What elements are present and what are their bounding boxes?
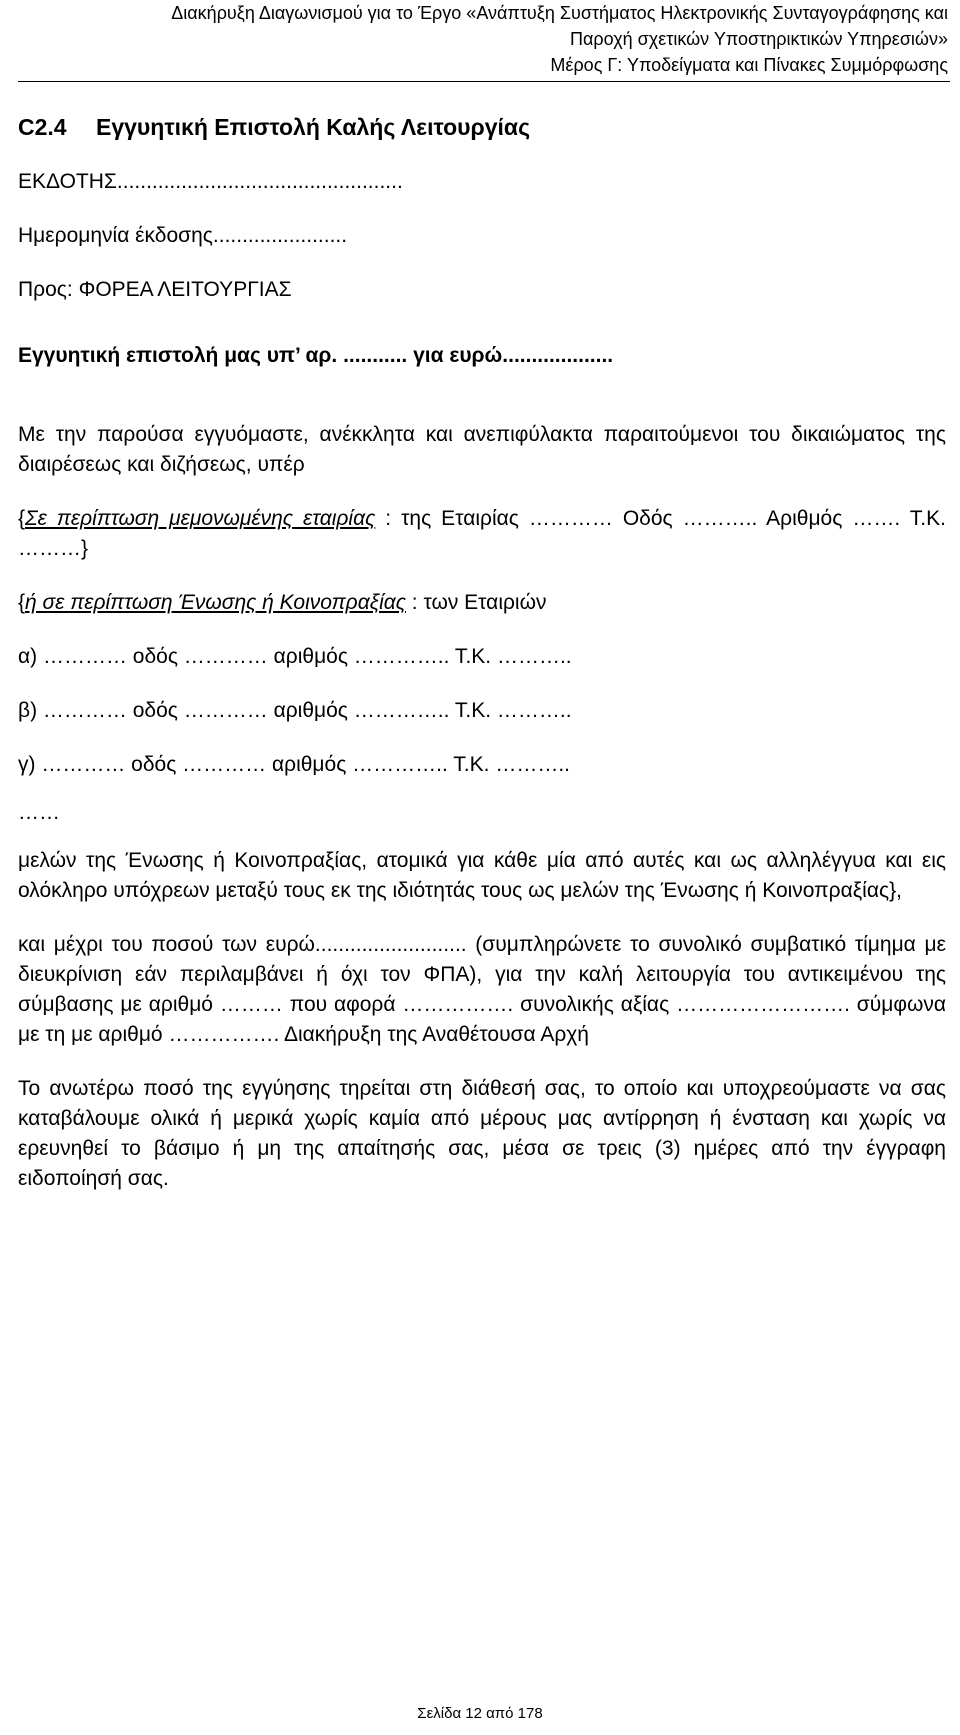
joint-venture-case: ή σε περίπτωση Ένωσης ή Κοινοπραξίας xyxy=(25,591,406,614)
section-heading xyxy=(18,112,946,142)
members-paragraph: μελών της Ένωσης ή Κοινοπραξίας, ατομικά για κάθε μία από αυτές και ως αλληλέγγυα και εις ολόκληρο υπόχρεων μεταξύ τους εκ της ιδιότητάς τους ως μελών της Ένωσης ή Κοινοπραξίας}, xyxy=(18,849,946,902)
single-company-clause xyxy=(18,504,946,564)
joint-venture-details: : των Εταιριών xyxy=(411,591,547,614)
more-members-ellipsis: …… xyxy=(18,801,60,824)
issue-date-field: Ημερομηνία έκδοσης....................... xyxy=(18,224,348,247)
member-b-line: β) ………… οδός ………… αριθμός ………….. Τ.Κ. ……….. xyxy=(18,699,572,722)
amount-paragraph: και μέχρι του ποσού των ευρώ.......................... (συμπληρώνετε το συνολικό συμβατικό τίμημα με διευκρίνιση εάν περιλαμβάνει ή όχι τον ΦΠΑ), για την καλή λειτουργία του αντικειμένου της σύμβασης με αριθμό ……… που αφορά ……………. συνολικής αξίας ……………………. σύμφωνα με τη με αριθμό ……………. Διακήρυξη της Αναθέτουσα Αρχή xyxy=(18,933,946,1046)
single-company-details: : της Εταιρίας ………… Οδός ……….. Αριθμός ……. Τ.Κ. ………} xyxy=(18,507,946,560)
page-header xyxy=(48,0,948,78)
member-c-line: γ) ………… οδός ………… αριθμός ………….. Τ.Κ. ……….. xyxy=(18,753,570,776)
closing-paragraph: Το ανωτέρω ποσό της εγγύησης τηρείται στη διάθεσή σας, το οποίο και υποχρεούμαστε να σας καταβάλουμε ολικά ή μερικά χωρίς καμία από μέρους μας αντίρρηση ή ένσταση και χωρίς να ερευνηθεί το βάσιμο ή μη της απαίτησής σας, μέσα σε τρεις (3) ημέρες από την έγγραφη ειδοποίησή σας. xyxy=(18,1077,946,1190)
header-divider xyxy=(18,81,950,82)
page-number: Σελίδα 12 από 178 xyxy=(417,1705,543,1722)
section-title: Εγγυητική Επιστολή Καλής Λειτουργίας xyxy=(96,114,531,140)
joint-venture-clause xyxy=(18,588,946,618)
recipient-field: Προς: ΦΟΡΕΑ ΛΕΙΤΟΥΡΓΙΑΣ xyxy=(18,278,292,301)
single-open-brace: { xyxy=(18,507,26,530)
section-number: C2.4 xyxy=(18,114,67,140)
intro-paragraph: Με την παρούσα εγγυόμαστε, ανέκκλητα και ανεπιφύλακτα παραιτούμενοι του δικαιώματος της διαιρέσεως και διζήσεως, υπέρ xyxy=(18,423,946,476)
joint-open-brace: { xyxy=(18,591,26,614)
header-line-2: Παροχή σχετικών Υποστηρικτικών Υπηρεσιών» xyxy=(570,29,948,49)
single-company-case: Σε περίπτωση μεμονωμένης εταιρίας xyxy=(25,507,376,530)
issuer-field: ΕΚΔΟΤΗΣ................................................. xyxy=(18,170,403,193)
document-body xyxy=(18,112,946,1218)
member-a-line: α) ………… οδός ………… αριθμός ………….. Τ.Κ. ……….. xyxy=(18,645,572,668)
header-line-1: Διακήρυξη Διαγωνισμού για το Έργο «Ανάπτυξη Συστήματος Ηλεκτρονικής Συνταγογράφησης και xyxy=(171,3,948,23)
guarantee-reference: Εγγυητική επιστολή μας υπ’ αρ. ........... για ευρώ................... xyxy=(18,344,614,367)
header-line-3: Μέρος Γ: Υποδείγματα και Πίνακες Συμμόρφωσης xyxy=(550,55,948,75)
